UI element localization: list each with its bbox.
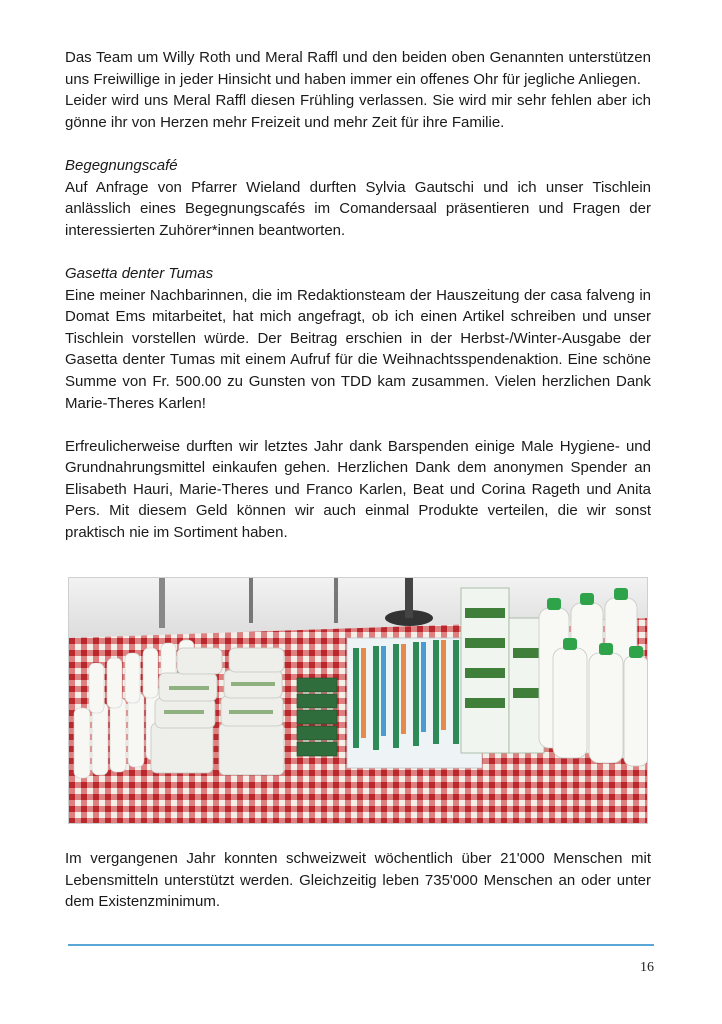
text-column [65,47,651,544]
paragraph-statistics: Im vergangenen Jahr konnten schweizweit wöchentlich über 21'000 Menschen mit Lebensmitteln unterstützt werden. Gleichzeitig leben 735'000 Menschen an oder unter dem Existenzminimum. [65,850,651,911]
section-heading-gasetta: Gasetta denter Tumas [65,264,214,282]
paragraph-farewell: Leider wird uns Meral Raffl diesen Frühling verlassen. Sie wird mir sehr fehlen aber ich gönne ihr von Herzen mehr Freizeit und mehr Zeit für ihre Familie. [65,92,651,131]
footer-rule [68,944,654,946]
paragraph-gasetta: Eine meiner Nachbarinnen, die im Redaktionsteam der Hauszeitung der casa falveng in Domat Ems mitarbeitet, hat mich angefragt, ob ich einen Artikel schreiben und unser Tischlein vorstellen würde. Der Beitrag erschien in der Herbst-/Winter-Ausgabe der Gasetta denter Tumas mit einem Aufruf für die Weihnachtsspendenaktion. Eine schöne Summe von Fr. 500.00 zu Gunsten von TDD kam zusammen. Vielen herzlichen Dank Marie-Theres Karlen! [65,286,651,412]
paragraph-team: Das Team um Willy Roth und Meral Raffl und den beiden oben Genannten unterstützen uns Freiwillige in jeder Hinsicht und haben immer ein offenes Ohr für jegliche Anliegen. [65,49,651,88]
text-after-photo [65,848,651,913]
product-table-photo [68,577,648,824]
paragraph-donations: Erfreulicherweise durften wir letztes Jahr dank Barspenden einige Male Hygiene- und Grundnahrungsmittel einkaufen gehen. Herzlichen Dank dem anonymen Spender an Elisabeth Hauri, Marie-Theres und Franco Karlen, Beat und Corina Rageth und Anita Pers. Mit diesem Geld können wir auch einmal Produkte verteilen, die wir sonst praktisch nie im Sortiment haben. [65,437,651,542]
paragraph-begegnungscafe: Auf Anfrage von Pfarrer Wieland durften Sylvia Gautschi und ich unser Tischlein anlässlich eines Begegnungscafés im Comandersaal präsentieren und Fragen der interessierten Zuhörer*innen beantworten. [65,178,651,239]
section-heading-begegnungscafe: Begegnungscafé [65,156,178,174]
page-number: 16 [640,960,654,975]
